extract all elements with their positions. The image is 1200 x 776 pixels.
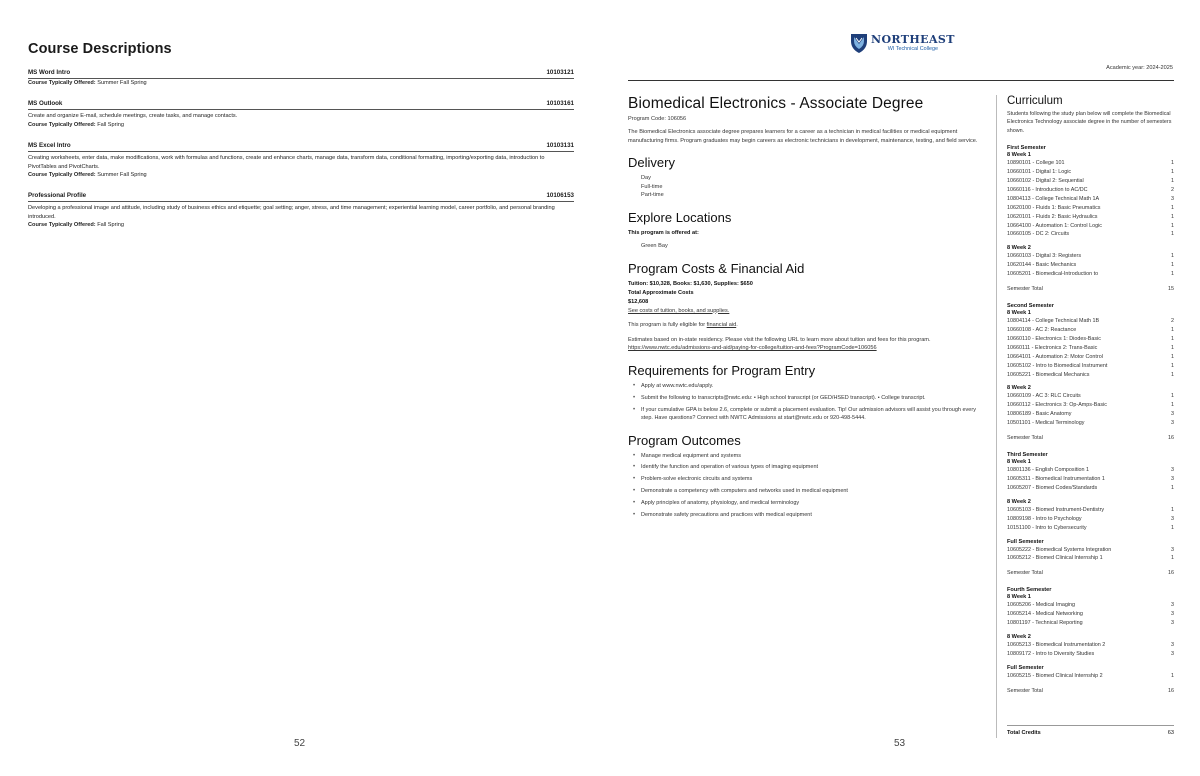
logo-name: NORTHEAST (871, 32, 955, 46)
curriculum-course-row (1007, 177, 1174, 186)
curriculum-course-row (1007, 371, 1174, 380)
course-credits: 1 (1171, 262, 1174, 269)
locations-list (628, 242, 978, 251)
course-title: 10151100 - Intro to Cybersecurity (1007, 524, 1087, 531)
course-credits: 1 (1171, 213, 1174, 220)
course-title: 10620101 - Fluids 2: Basic Hydraulics (1007, 213, 1098, 220)
semester-total-value: 15 (1168, 286, 1174, 293)
course-title: 10660110 - Electronics 1: Diodes-Basic (1007, 335, 1101, 342)
course-header (28, 192, 574, 202)
course-credits: 1 (1171, 253, 1174, 260)
semester-name: Second Semester (1007, 303, 1054, 310)
total-credits-row (1007, 725, 1174, 736)
curriculum-column (996, 95, 1174, 738)
curriculum-course-row (1007, 484, 1174, 493)
semester-total-value: 16 (1168, 435, 1174, 442)
term-block-name: 8 Week 1 (1007, 594, 1031, 601)
course-name: MS Excel Intro (28, 142, 71, 150)
semester-total-label: Semester Total (1007, 570, 1043, 577)
requirements-heading: Requirements for Program Entry (628, 362, 816, 378)
costs-breakdown: Tuition: $10,328, Books: $1,630, Supplies: $650 (628, 280, 753, 287)
term-block (1007, 665, 1174, 681)
course-list (28, 69, 574, 243)
right-page (600, 0, 1200, 776)
course-title: 10501101 - Medical Terminology (1007, 420, 1085, 427)
course-credits: 3 (1171, 546, 1174, 553)
curriculum-course-row (1007, 362, 1174, 371)
course-credits: 1 (1171, 344, 1174, 351)
course-entry (28, 69, 574, 87)
course-title: 10809172 - Intro to Diversity Studies (1007, 650, 1095, 657)
course-title: 10660103 - Digital 3: Registers (1007, 253, 1082, 260)
semester-total-value: 16 (1168, 687, 1174, 694)
course-entry (28, 142, 574, 179)
course-code: 10103121 (546, 69, 574, 76)
course-title: 10620100 - Fluids 1: Basic Pneumatics (1007, 204, 1101, 211)
semester-total-row (1007, 434, 1174, 442)
curriculum-course-row (1007, 335, 1174, 344)
term-block-name: 8 Week 2 (1007, 634, 1031, 641)
curriculum-course-row (1007, 353, 1174, 362)
curriculum-course-row (1007, 419, 1174, 428)
course-title: 10620144 - Basic Mechanics (1007, 262, 1077, 269)
term-block (1007, 459, 1174, 493)
term-block-name: 8 Week 1 (1007, 152, 1031, 159)
term-block (1007, 245, 1174, 279)
curriculum-course-row (1007, 475, 1174, 484)
requirement-item: • If your cumulative GPA is below 2.6, complete or submit a placement evaluation. Tip! Our admission advisors will assist you through every step. Have questions? Connect with NWTC Admissions at start@nwtc.edu or 920-498-5444. (633, 406, 978, 423)
course-offered: Course Typically Offered: Summer Fall Spring (28, 80, 147, 86)
curriculum-course-row (1007, 344, 1174, 353)
curriculum-course-row (1007, 619, 1174, 628)
delivery-item: Full-time (641, 183, 663, 190)
costs-link[interactable]: See costs of tuition, books, and supplies. (628, 307, 730, 314)
course-credits: 3 (1171, 611, 1174, 618)
curriculum-course-row (1007, 601, 1174, 610)
term-block-name: 8 Week 1 (1007, 459, 1031, 466)
course-credits: 1 (1171, 327, 1174, 333)
curriculum-course-row (1007, 168, 1174, 177)
course-title: 10801197 - Technical Reporting (1007, 620, 1083, 627)
delivery-heading: Delivery (628, 155, 675, 171)
term-block-name: 8 Week 2 (1007, 385, 1031, 392)
curriculum-course-row (1007, 515, 1174, 524)
term-block (1007, 499, 1174, 533)
course-title: 10660112 - Electronics 3: Op-Amps-Basic (1007, 402, 1107, 409)
term-block (1007, 310, 1174, 379)
course-title: 10605102 - Intro to Biomedical Instrument (1007, 362, 1108, 369)
academic-year: Academic year: 2024-2025 (1106, 65, 1173, 71)
offered-at-label: This program is offered at: (628, 229, 699, 236)
course-code: 10103161 (546, 100, 574, 108)
curriculum-course-row (1007, 392, 1174, 401)
requirement-item: • Apply at www.nwtc.edu/apply. (633, 382, 978, 390)
curriculum-course-row (1007, 506, 1174, 515)
term-block-name: 8 Week 2 (1007, 498, 1031, 505)
semester (1007, 587, 1174, 694)
semester-total-label: Semester Total (1007, 286, 1043, 293)
semester-total-label: Semester Total (1007, 435, 1043, 442)
semester-list (1007, 145, 1174, 695)
outcome-item: • Problem-solve electronic circuits and systems (633, 475, 978, 483)
course-credits: 1 (1171, 393, 1174, 400)
semester (1007, 303, 1174, 442)
semester-total-value: 16 (1168, 570, 1174, 577)
curriculum-course-row (1007, 222, 1174, 231)
curriculum-heading: Curriculum (1007, 95, 1063, 107)
curriculum-course-row (1007, 326, 1174, 335)
course-offered: Course Typically Offered: Fall Spring (28, 222, 124, 229)
curriculum-course-row (1007, 410, 1174, 419)
outcome-item: • Demonstrate a competency with computers and networks used in medical equipment (633, 487, 978, 495)
course-title: 10660111 - Electronics 2: Trans-Basic (1007, 344, 1098, 351)
course-credits: 3 (1171, 602, 1174, 609)
course-title: 10605103 - Biomed Instrument-Dentistry (1007, 506, 1105, 513)
course-title: 10660102 - Digital 2: Sequential (1007, 178, 1084, 185)
program-code: Program Code: 106056 (628, 116, 687, 122)
course-title: 10660116 - Introduction to AC/DC (1007, 186, 1088, 193)
term-block (1007, 634, 1174, 659)
semester-total-row (1007, 285, 1174, 293)
course-credits: 3 (1171, 475, 1174, 482)
semester-total-label: Semester Total (1007, 687, 1043, 694)
course-title: 10605201 - Biomedical-Introduction to (1007, 271, 1099, 278)
page-number: 52 (294, 738, 306, 749)
curriculum-course-row (1007, 195, 1174, 204)
term-block-name: 8 Week 2 (1007, 245, 1031, 252)
curriculum-course-row (1007, 610, 1174, 619)
course-title: 10660109 - AC 3: RLC Circuits (1007, 393, 1081, 400)
costs-heading: Program Costs & Financial Aid (628, 260, 805, 276)
course-credits: 1 (1171, 402, 1174, 409)
semester (1007, 452, 1174, 577)
course-title: 10660105 - DC 2: Circuits (1007, 231, 1070, 238)
course-title: 10605206 - Medical Imaging (1007, 602, 1076, 609)
course-description: Developing a professional image and attitude, including study of business ethics and etiquette; goal setting; anger, stress, and time management; experiential learning model, career portfolio, and personal branding introduced. (28, 205, 555, 220)
curriculum-course-row (1007, 466, 1174, 475)
course-title: 10801136 - English Composition 1 (1007, 467, 1090, 474)
term-block (1007, 539, 1174, 564)
course-header (28, 100, 574, 110)
course-code: 10103131 (546, 142, 574, 150)
course-credits: 3 (1171, 650, 1174, 657)
course-credits: 1 (1171, 204, 1174, 211)
course-credits: 1 (1171, 335, 1174, 342)
delivery-item: Part-time (641, 192, 664, 199)
course-credits: 2 (1171, 186, 1174, 193)
course-title: 10605212 - Biomed Clinical Internship 1 (1007, 555, 1103, 562)
course-title: 10660101 - Digital 1: Logic (1007, 169, 1072, 176)
curriculum-course-row (1007, 554, 1174, 563)
course-credits: 2 (1171, 318, 1174, 325)
semester-name: Third Semester (1007, 452, 1048, 459)
logo-subtitle: WI Technical College (887, 45, 939, 52)
total-costs-label: Total Approximate Costs (628, 289, 694, 296)
requirement-item: • Submit the following to transcripts@nwtc.edu: • High school transcript (or GED/HSED transcript). • College transcript. (633, 394, 978, 402)
semester-total-row (1007, 569, 1174, 577)
total-costs-value: $12,608 (628, 298, 649, 305)
tuition-url-link[interactable]: https://www.nwtc.edu/admissions-and-aid/paying-for-college/tuition-and-fees?ProgramCode=106056 (628, 345, 877, 352)
course-title: 10806189 - Basic Anatomy (1007, 411, 1072, 418)
course-credits: 1 (1171, 353, 1174, 360)
college-logo (850, 32, 955, 54)
estimate-text: Estimates based on in-state residency. Please visit the following URL to learn more about tuition and fees for this program. (628, 336, 931, 343)
course-title: 10605207 - Biomed Codes/Standards (1007, 484, 1098, 491)
program-main-column (628, 95, 978, 523)
delivery-item: Day (641, 175, 651, 182)
semester-name: Fourth Semester (1007, 587, 1052, 594)
course-title: 10664101 - Automation 2: Motor Control (1007, 353, 1103, 360)
course-name: MS Word Intro (28, 69, 71, 76)
curriculum-course-row (1007, 524, 1174, 533)
course-entry (28, 192, 574, 229)
course-credits: 1 (1171, 484, 1174, 491)
curriculum-course-row (1007, 252, 1174, 261)
course-credits: 3 (1171, 195, 1174, 202)
requirements-list (628, 382, 978, 423)
course-title: 10605214 - Medical Networking (1007, 611, 1083, 618)
term-block (1007, 594, 1174, 628)
curriculum-course-row (1007, 230, 1174, 239)
course-entry (28, 100, 574, 129)
curriculum-course-row (1007, 672, 1174, 681)
outcome-item: • Demonstrate safety precautions and practices with medical equipment (633, 511, 978, 519)
course-credits: 3 (1171, 467, 1174, 474)
program-title: Biomedical Electronics - Associate Degree (628, 95, 924, 112)
term-block-name: 8 Week 1 (1007, 310, 1031, 317)
course-code: 10106153 (546, 192, 574, 200)
curriculum-course-row (1007, 186, 1174, 195)
course-title: 10804113 - College Technical Math 1A (1007, 195, 1100, 202)
course-title: 10605215 - Biomed Clinical Internship 2 (1007, 672, 1103, 679)
term-block-name: Full Semester (1007, 664, 1044, 671)
locations-heading: Explore Locations (628, 209, 732, 225)
course-header (28, 142, 574, 152)
course-credits: 1 (1171, 178, 1174, 185)
course-credits: 3 (1171, 411, 1174, 418)
course-name: MS Outlook (28, 100, 63, 108)
outcomes-list (628, 452, 978, 520)
delivery-list (628, 174, 978, 200)
term-block (1007, 385, 1174, 428)
program-intro: The Biomedical Electronics associate degree prepares learners for a career as a technician in medical facilities or medical equipment manufacturing firms. Program graduates may begin careers as electronic technicians in development, maintenance, testing, and field service. (628, 129, 978, 144)
header-divider (628, 80, 1174, 81)
financial-aid-text: This program is fully eligible for financial aid. (628, 322, 738, 329)
course-credits: 1 (1171, 231, 1174, 238)
course-title: 10890101 - College 101 (1007, 160, 1065, 167)
course-offered: Course Typically Offered: Fall Spring (28, 121, 124, 128)
curriculum-course-row (1007, 270, 1174, 279)
course-credits: 3 (1171, 642, 1174, 649)
course-credits: 1 (1171, 371, 1174, 378)
total-credits-label: Total Credits (1007, 730, 1041, 736)
course-offered: Course Typically Offered: Summer Fall Spring (28, 172, 147, 179)
course-name: Professional Profile (28, 192, 87, 200)
curriculum-course-row (1007, 401, 1174, 410)
course-credits: 3 (1171, 420, 1174, 427)
course-title: 10605311 - Biomedical Instrumentation 1 (1007, 475, 1105, 482)
curriculum-course-row (1007, 650, 1174, 659)
course-credits: 1 (1171, 506, 1174, 513)
financial-aid-link[interactable]: financial aid (706, 322, 737, 329)
course-credits: 1 (1171, 362, 1174, 369)
course-title: 10804114 - College Technical Math 1B (1007, 318, 1100, 325)
course-title: 10664100 - Automation 1: Control Logic (1007, 222, 1102, 229)
semester (1007, 145, 1174, 293)
course-description: Create and organize E-mail, schedule meetings, create tasks, and manage contacts. (28, 113, 238, 120)
outcome-item: • Identify the function and operation of various types of imaging equipment (633, 463, 978, 471)
outcomes-heading: Program Outcomes (628, 432, 741, 448)
location-item: Green Bay (641, 242, 668, 249)
course-title: 10605221 - Biomedical Mechanics (1007, 371, 1090, 378)
total-credits-value: 63 (1167, 730, 1174, 736)
course-title: 10809198 - Intro to Psychology (1007, 515, 1082, 522)
page-title: Course Descriptions (28, 41, 172, 57)
outcome-item: • Apply principles of anatomy, physiology, and medical terminology (633, 499, 978, 507)
curriculum-course-row (1007, 261, 1174, 270)
curriculum-course-row (1007, 159, 1174, 168)
curriculum-intro: Students following the study plan below will complete the Biomedical Electronics Technology associate degree in the number of semesters shown. (1007, 111, 1172, 134)
course-credits: 1 (1171, 672, 1174, 679)
course-credits: 1 (1171, 271, 1174, 278)
term-block (1007, 152, 1174, 239)
curriculum-course-row (1007, 213, 1174, 222)
course-title: 10660108 - AC 2: Reactance (1007, 327, 1077, 333)
curriculum-course-row (1007, 546, 1174, 555)
semester-name: First Semester (1007, 145, 1046, 152)
curriculum-course-row (1007, 641, 1174, 650)
course-header (28, 69, 574, 79)
curriculum-course-row (1007, 317, 1174, 326)
course-description: Creating worksheets, enter data, make modifications, work with formulas and functions, create and enhance charts, manage data, transform data, conditional formatting, importing/exporting data, introduction to PivotTables and PivotCharts. (28, 155, 545, 170)
course-title: 10605213 - Biomedical Instrumentation 2 (1007, 642, 1106, 649)
term-block-name: Full Semester (1007, 538, 1044, 545)
course-title: 10605222 - Biomedical Systems Integration (1007, 546, 1112, 553)
course-credits: 1 (1171, 222, 1174, 229)
course-credits: 1 (1171, 169, 1174, 176)
semester-total-row (1007, 687, 1174, 695)
course-credits: 3 (1171, 620, 1174, 627)
course-credits: 3 (1171, 515, 1174, 522)
page-number: 53 (894, 738, 906, 749)
course-credits: 1 (1171, 555, 1174, 562)
outcome-item: • Manage medical equipment and systems (633, 452, 978, 460)
curriculum-course-row (1007, 204, 1174, 213)
course-credits: 1 (1171, 524, 1174, 531)
shield-logo-icon (850, 32, 868, 54)
course-credits: 1 (1171, 160, 1174, 167)
